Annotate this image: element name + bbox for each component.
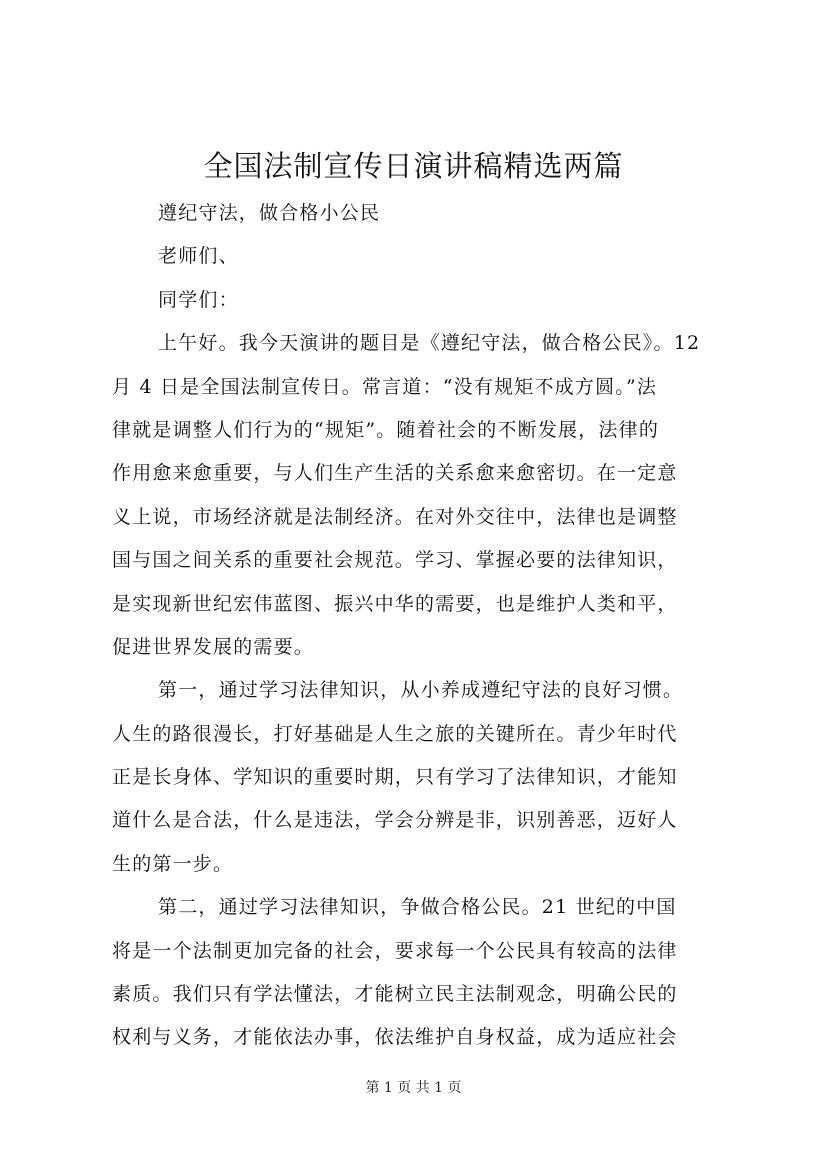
paragraph-line: 促进世界发展的需要。	[112, 635, 315, 658]
paragraph-line: 第一，通过学习法律知识，从小养成遵纪守法的良好习惯。	[158, 679, 684, 702]
salutation-students: 同学们：	[158, 288, 239, 311]
paragraph-line: 人生的路很漫长，打好基础是人生之旅的关键所在。青少年时代	[112, 722, 678, 745]
paragraph-line: 律就是调整人们行为的“规矩”。随着社会的不断发展，法律的	[112, 418, 660, 441]
salutation-teachers: 老师们、	[158, 245, 239, 268]
paragraph-line: 月 4 日是全国法制宣传日。常言道：“没有规矩不成方圆。”法	[112, 375, 658, 398]
paragraph-line: 将是一个法制更加完备的社会，要求每一个公民具有较高的法律	[112, 939, 678, 962]
paragraph-line: 道什么是合法，什么是违法，学会分辨是非，识别善恶，迈好人	[112, 809, 678, 832]
paragraph-line: 上午好。我今天演讲的题目是《遵纪守法，做合格公民》。12	[158, 332, 701, 355]
paragraph-line: 素质。我们只有学法懂法，才能树立民主法制观念，明确公民的	[112, 983, 678, 1006]
paragraph-line: 是实现新世纪宏伟蓝图、振兴中华的需要，也是维护人类和平，	[112, 592, 678, 615]
paragraph-line: 第二，通过学习法律知识，争做合格公民。21 世纪的中国	[158, 896, 677, 919]
document-body	[112, 192, 736, 1060]
paragraph-line: 正是长身体、学知识的重要时期，只有学习了法律知识，才能知	[112, 766, 678, 789]
subtitle-line: 遵纪守法，做合格小公民	[158, 202, 381, 224]
paragraph-line: 生的第一步。	[112, 852, 234, 875]
paragraph-line: 国与国之间关系的重要社会规范。学习、掌握必要的法律知识，	[112, 549, 678, 572]
paragraph-line: 义上说，市场经济就是法制经济。在对外交往中，法律也是调整	[112, 505, 678, 528]
paragraph-line: 作用愈来愈重要，与人们生产生活的关系愈来愈密切。在一定意	[112, 462, 678, 485]
paragraph-line: 权利与义务，才能依法办事，依法维护自身权益，成为适应社会	[112, 1026, 678, 1049]
document-title: 全国法制宣传日演讲稿精选两篇	[203, 149, 624, 183]
page-footer: 第 1 页 共 1 页	[365, 1080, 462, 1096]
